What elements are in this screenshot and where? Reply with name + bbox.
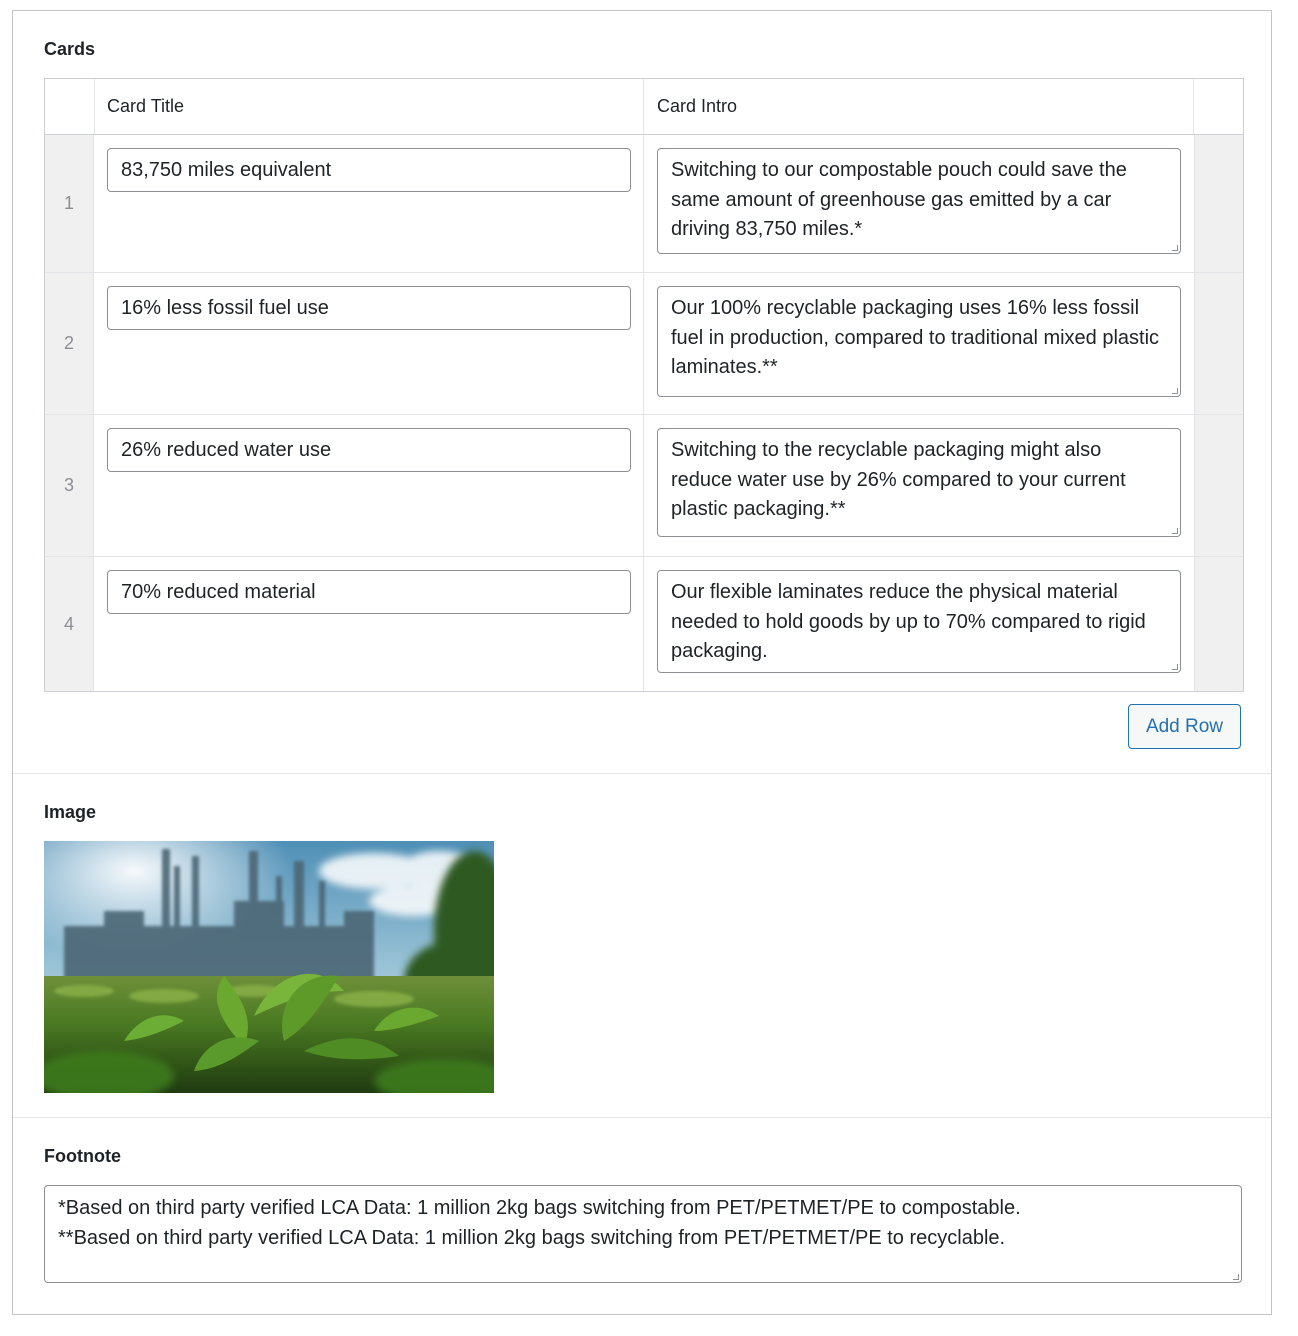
row-actions[interactable] xyxy=(1194,135,1243,272)
card-intro-text: Our 100% recyclable packaging uses 16% less fossil fuel in production, compared to traditional mixed plastic laminates.** xyxy=(671,297,1160,378)
column-header-card-title: Card Title xyxy=(107,96,185,116)
row-handle[interactable] xyxy=(45,273,94,414)
column-header-card-intro: Card Intro xyxy=(657,96,738,116)
table-row xyxy=(45,135,1243,273)
resize-handle-icon[interactable] xyxy=(1172,664,1178,670)
divider xyxy=(13,773,1271,774)
table-header xyxy=(45,79,1243,135)
card-title-input[interactable]: 83,750 miles equivalent xyxy=(107,148,631,192)
row-handle[interactable] xyxy=(45,415,94,556)
card-intro-textarea[interactable] xyxy=(657,148,1181,254)
row-actions[interactable] xyxy=(1194,557,1243,691)
card-intro-text: Switching to our compostable pouch could save the same amount of greenhouse gas emitted by a car driving 83,750 miles.* xyxy=(671,159,1127,240)
row-actions[interactable] xyxy=(1194,273,1243,414)
resize-handle-icon[interactable] xyxy=(1172,388,1178,394)
footnote-label: Footnote xyxy=(44,1146,121,1166)
card-intro-textarea[interactable] xyxy=(657,428,1181,537)
row-number: 1 xyxy=(63,193,74,213)
footnote-textarea[interactable] xyxy=(44,1185,1242,1283)
footnote-line: *Based on third party verified LCA Data: 1 million 2kg bags switching from PET/PETMET/PE to compostable. xyxy=(58,1197,1021,1219)
table-row xyxy=(45,415,1243,557)
image-label: Image xyxy=(44,802,97,822)
card-title-input[interactable]: 26% reduced water use xyxy=(107,428,631,472)
add-row-button[interactable]: Add Row xyxy=(1128,704,1241,749)
card-title-input[interactable]: 70% reduced material xyxy=(107,570,631,614)
row-number: 3 xyxy=(63,475,74,495)
row-handle[interactable] xyxy=(45,135,94,272)
card-title-input[interactable]: 16% less fossil fuel use xyxy=(107,286,631,330)
card-intro-text: Our flexible laminates reduce the physical material needed to hold goods by up to 70% compared to rigid packaging. xyxy=(671,581,1146,662)
resize-handle-icon[interactable] xyxy=(1233,1274,1239,1280)
cards-label: Cards xyxy=(44,39,96,59)
row-number: 2 xyxy=(63,333,74,353)
row-number: 4 xyxy=(63,613,74,634)
table-row xyxy=(45,557,1243,691)
footnote-line: **Based on third party verified LCA Data: 1 million 2kg bags switching from PET/PETMET/PE to recyclable. xyxy=(58,1227,1006,1249)
table-row xyxy=(45,273,1243,415)
card-intro-textarea[interactable] xyxy=(657,286,1181,397)
card-intro-textarea[interactable] xyxy=(657,570,1181,673)
fields-panel xyxy=(12,10,1272,1315)
row-actions[interactable] xyxy=(1194,415,1243,556)
row-handle[interactable] xyxy=(45,557,94,691)
card-intro-text: Switching to the recyclable packaging might also reduce water use by 26% compared to your current plastic packaging.** xyxy=(671,439,1126,520)
resize-handle-icon[interactable] xyxy=(1172,528,1178,534)
image-preview[interactable] xyxy=(44,841,494,1093)
divider xyxy=(13,1117,1271,1118)
resize-handle-icon[interactable] xyxy=(1172,245,1178,251)
cards-table xyxy=(44,78,1244,692)
factory-field-image xyxy=(44,841,494,1093)
